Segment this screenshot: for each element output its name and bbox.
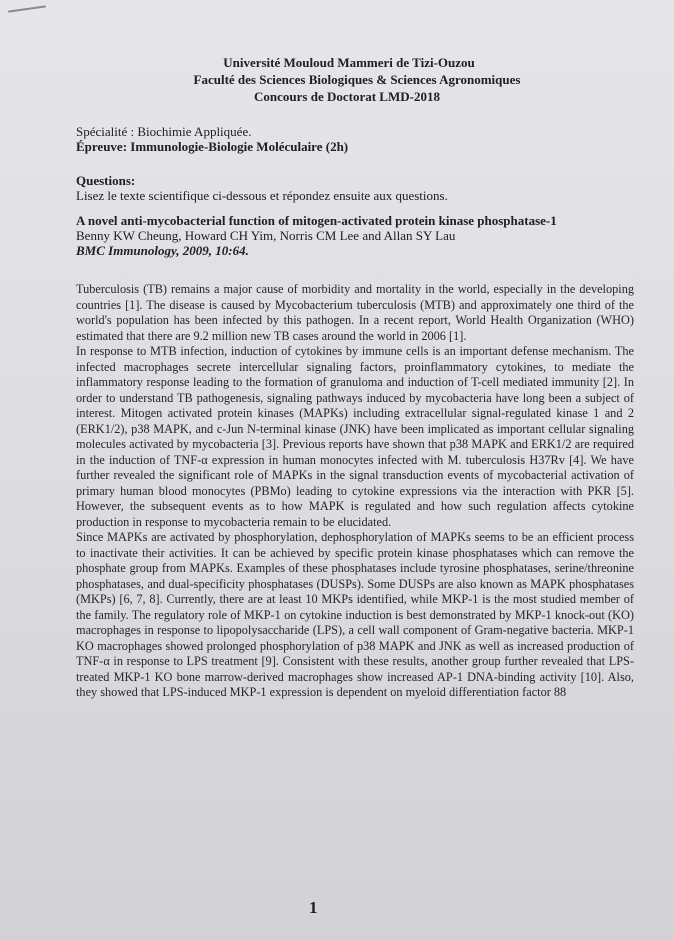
university-name: Université Mouloud Mammeri de Tizi-Ouzou: [223, 55, 475, 70]
page-number: 1: [309, 898, 318, 917]
speciality-line: Spécialité : Biochimie Appliquée.: [76, 124, 252, 139]
paragraph-3: Since MAPKs are activated by phosphorylation, dephosphorylation of MAPKs seems to be an efficient process to inactivate their activities. It can be achieved by specific protein kinase phosphatases which can remove the phosphate group from MAPKs. Examples of these phosphatases include tyrosine phosphatases, serine/threonine phosphatases, and dual-specificity phosphatases (DUSPs). Some DUSPs are also known as MAPK phosphatases (MKPs) [6, 7, 8]. Currently, there are at least 10 MKPs identified, while MKP-1 is the most studied member of the family. The regulatory role of MKP-1 on cytokine induction is best demonstrated by MKP-1 knock-out (KO) macrophages in response to lipopolysaccharide (LPS), a cell wall component of Gram-negative bacteria. MKP-1 KO macrophages showed prolonged phosphorylation of p38 MAPK and JNK as well as increased production of TNF-α in response to LPS treatment [9]. Consistent with these results, another group further revealed that LPS-treated MKP-1 KO bone marrow-derived macrophages show increased AP-1 DNA-binding activity [10]. Also, they showed that LPS-induced MKP-1 expression is dependent on myeloid differentiation factor 88: [76, 530, 634, 699]
article-reference: [76, 213, 646, 258]
paragraph-2: In response to MTB infection, induction of cytokines by immune cells is an important defense mechanism. The infected macrophages secrete intercellular signaling factors, proinflammatory cytokines, to mediate the inflammatory response leading to the formation of granuloma and induction of T-cell mediated immunity [2]. In order to understand TB pathogenesis, signaling pathways induced by mycobacteria have long been a subject of interest. Mitogen activated protein kinases (MAPKs) including extracellular signal-regulated kinase 1 and 2 (ERK1/2), p38 MAPK, and c-Jun N-terminal kinase (JNK) have been implicated as important cellular signaling molecules activated by mycobacteria [3]. Previous reports have shown that p38 MAPK and ERK1/2 are required in the induction of TNF-α expression in human monocytes infected with M. tuberculosis H37Rv [4]. We have further revealed the significant role of MAPKs in the signal transduction events of mycobacterial activation of primary human blood monocytes (PBMo) leading to cytokine expressions via the interaction with PKR [5]. However, the subsequent events as to how MAPK is regulated and how such regulation affects cytokine production in response to mycobacteria remain to be elucidated.: [76, 344, 634, 529]
document-header: [0, 54, 674, 105]
paragraph-1: Tuberculosis (TB) remains a major cause of morbidity and mortality in the world, especially in the developing countries [1]. The disease is caused by Mycobacterium tuberculosis (MTB) and approximately one third of the world's population has been infected by this pathogen. In a recent report, World Health Organization (WHO) estimated that there are 9.2 million new TB cases around the world in 2006 [1].: [76, 282, 634, 343]
pen-mark: [8, 5, 46, 12]
exam-info: [76, 124, 646, 154]
questions-instruction: Lisez le texte scientifique ci-dessous et répondez ensuite aux questions.: [76, 188, 448, 203]
article-citation: BMC Immunology, 2009, 10:64.: [76, 243, 249, 258]
questions-title: Questions:: [76, 173, 136, 188]
exam-line: Épreuve: Immunologie-Biologie Moléculaire (2h): [76, 139, 349, 154]
article-authors: Benny KW Cheung, Howard CH Yim, Norris CM Lee and Allan SY Lau: [76, 228, 456, 243]
faculty-name: Faculté des Sciences Biologiques & Sciences Agronomiques: [193, 72, 521, 87]
contest-title: Concours de Doctorat LMD-2018: [254, 89, 440, 104]
article-title: A novel anti-mycobacterial function of mitogen-activated protein kinase phosphatase-1: [76, 213, 557, 228]
questions-section: [76, 173, 646, 203]
article-body: [76, 282, 634, 701]
